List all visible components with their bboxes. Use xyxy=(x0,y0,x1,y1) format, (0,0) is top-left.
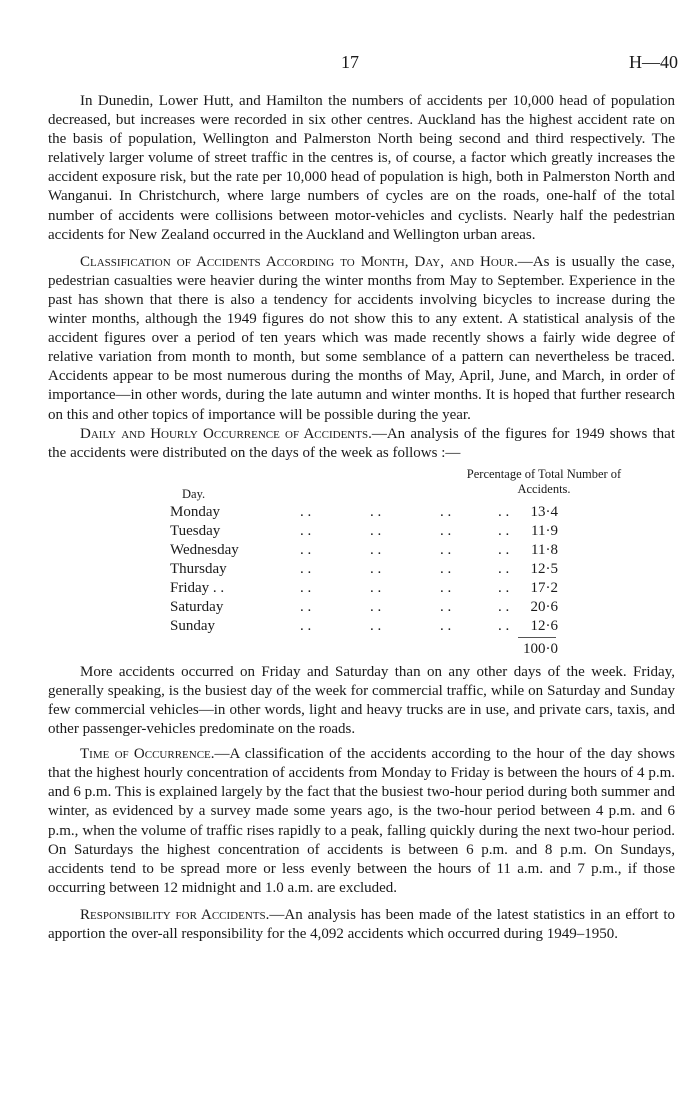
paragraph-time-of-occurrence xyxy=(48,745,675,898)
total-rule xyxy=(518,637,556,638)
paragraph-responsibility xyxy=(48,906,675,944)
paragraph-classification xyxy=(48,253,675,425)
table-cell-day: Monday xyxy=(170,503,220,520)
paragraph-daily-hourly-body: —An analysis of the figures for 1949 shows that the accidents were distributed on the days of the week as follows :— xyxy=(48,425,675,461)
section-heading-responsibility: Responsibility for Accidents. xyxy=(80,906,270,923)
paragraph-responsibility-body: —An analysis has been made of the latest statistics in an effort to apportion the over-all responsibility for the 4,092 accidents which occurred during 1949–1950. xyxy=(48,906,676,942)
table-cell-percentage: 11·8 xyxy=(531,541,558,558)
paragraph-time-body: —A classification of the accidents according to the hour of the day shows that the highest hourly concentration of accidents from Monday to Friday is between the hours of 4 p.m. and 6 p.m. This is explained largely by the fact that the busiest two-hour period during both summer and winter, as evidenced by a survey made some years ago, is the two-hour period between 4 p.m. and 6 p.m., when the volume of traffic rises rapidly to a peak, falling quickly during the next two-hour period. On Saturdays the highest concentration of accidents is between 6 p.m. and 8 p.m. On Sundays, accidents tend to be spread more or less evenly between the hours of 11 a.m. and 7 p.m., if those occurring between 12 midnight and 1.0 a.m. are excluded. xyxy=(48,746,675,896)
document-reference: H—40 xyxy=(629,52,678,72)
section-heading-time: Time of Occurrence. xyxy=(80,746,215,763)
body-text xyxy=(48,92,675,944)
table-cell-day: Thursday xyxy=(170,560,227,577)
table-cell-percentage: 11·9 xyxy=(531,522,558,539)
day-of-week-table xyxy=(48,467,675,657)
table-cell-percentage: 12·6 xyxy=(530,617,558,634)
page-number: 17 xyxy=(341,52,359,72)
table-row: Thursday . . . . . . . . 12·5 xyxy=(170,560,558,577)
table-row: Saturday . . . . . . . . 20·6 xyxy=(170,598,558,615)
section-heading-daily-hourly: Daily and Hourly Occurrence of Accidents. xyxy=(80,425,372,442)
table-cell-percentage: 12·5 xyxy=(530,560,558,577)
table-cell-percentage: 13·4 xyxy=(530,503,558,520)
table-cell-day: Friday . . xyxy=(170,579,225,596)
table-row: Tuesday . . . . . . . . 11·9 xyxy=(170,522,558,539)
table-row: Sunday . . . . . . . . 12·6 xyxy=(170,617,558,634)
table-cell-day: Tuesday xyxy=(170,522,221,539)
table-row: Wednesday . . . . . . . . 11·8 xyxy=(170,541,558,558)
table-cell-day: Wednesday xyxy=(170,541,239,558)
table-cell-day: Sunday xyxy=(170,617,215,634)
paragraph-daily-hourly xyxy=(48,425,675,463)
paragraph-classification-body: —As is usually the case, pedestrian casualties were heavier during the winter months from May to September. Experience in the past has shown that there is also a tendency for accidents involving bicycles to increase during the winter months, although the 1949 figures do not show this to any extent. A statistical analysis of the accident figures over a period of ten years which was made recently shows a fairly wide degree of relative variation from month to month, but some semblance of a pattern can nevertheless be traced. Accidents appear to be most numerous during the months of May, April, June, and March, in order of importance—in other words, during the late autumn and winter months. It is hoped that further research on this and other topics of importance will be possible during the year. xyxy=(48,253,675,423)
table-cell-percentage: 20·6 xyxy=(530,598,558,615)
column-header-day: Day. xyxy=(182,486,206,501)
table-cell-percentage: 17·2 xyxy=(530,579,558,596)
table-total: 100·0 xyxy=(523,640,558,657)
paragraph-friday-saturday: More accidents occurred on Friday and Saturday than on any other days of the week. Friday, generally speaking, is the busiest day of the week for commercial traffic, while on Saturday and Sunday few commercial vehicles—in other words, light and heavy trucks are in use, and private cars, taxis, and other passenger-vehicles predominate on the roads. xyxy=(48,663,675,738)
table-row: Monday . . . . . . . . 13·4 xyxy=(170,503,558,520)
table-row: Friday . . . . . . . . . . 17·2 xyxy=(170,579,558,596)
column-header-percentage: Percentage of Total Number of Accidents. xyxy=(466,466,622,496)
table-cell-day: Saturday xyxy=(170,598,224,615)
section-heading-classification: Classification of Accidents According to Month, Day, and Hour. xyxy=(80,253,518,270)
paragraph-urban-rates: In Dunedin, Lower Hutt, and Hamilton the numbers of accidents per 10,000 head of population decreased, but increases were recorded in six other centres. Auckland has the highest accident rate on the basis of population, Wellington and Palmerston North being second and third respectively. The relatively larger volume of street traffic in the centres is, of course, a factor which greatly increases the accident exposure risk, but the rate per 10,000 head of population is high, both in Palmerston North and Wanganui. In Christchurch, where large numbers of cycles are on the roads, one-half of the total number of accidents were collisions between motor-vehicles and cyclists. Nearly half the pedestrian accidents for New Zealand occurred in the Auckland and Wellington urban areas. xyxy=(48,93,675,243)
